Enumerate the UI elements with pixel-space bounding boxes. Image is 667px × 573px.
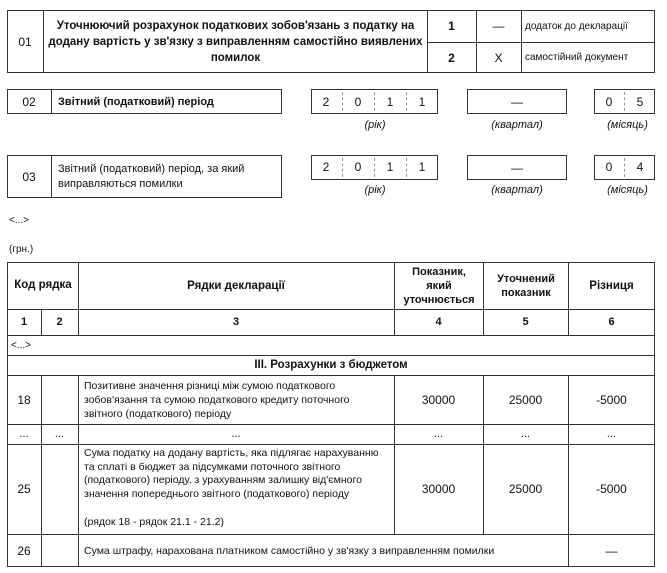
- row-corrected-value: ...: [520, 428, 531, 440]
- row03-year-digit: 1: [418, 160, 426, 174]
- row-original-value: ...: [433, 428, 444, 440]
- option-1-label: додаток до декларації: [525, 20, 628, 32]
- month-caption: (місяць): [607, 119, 648, 131]
- section-title: III. Розрахунки з бюджетом: [254, 359, 408, 371]
- row03-quarter: —: [511, 160, 523, 175]
- quarter-caption: (квартал): [491, 119, 543, 131]
- header-rows: Рядки декларації: [187, 279, 285, 292]
- row03-label: Звітний (податковий) період, за який виправляються помилки: [58, 162, 245, 190]
- row03-year-digit: 1: [386, 160, 394, 174]
- row-difference: —: [605, 543, 618, 558]
- month-caption: (місяць): [607, 184, 648, 196]
- header-difference: Різниця: [589, 279, 634, 292]
- row-difference: -5000: [596, 392, 627, 407]
- row03-quarter-box[interactable]: [467, 155, 567, 180]
- row03-month-digit: 0: [605, 160, 613, 174]
- row02-year-digit: 1: [418, 95, 426, 109]
- row-difference: ...: [606, 428, 617, 440]
- header-corrected: Уточнений показник: [497, 272, 555, 299]
- row-original-value: 30000: [421, 392, 456, 407]
- col-number: 5: [522, 316, 529, 328]
- row02-month-digit: 5: [636, 95, 644, 109]
- row02-year-digit: 0: [354, 95, 362, 109]
- header-code: Код рядка: [14, 279, 72, 291]
- quarter-caption: (квартал): [491, 184, 543, 196]
- row02-month-digit: 0: [605, 95, 613, 109]
- row-corrected-value: 25000: [508, 392, 543, 407]
- row-code: ...: [19, 428, 29, 440]
- row03-code: 03: [22, 169, 36, 184]
- row-subcode: ...: [54, 428, 65, 440]
- row-code: 18: [17, 392, 31, 407]
- col-number: 1: [20, 316, 28, 328]
- row02-year-digit: 1: [386, 95, 394, 109]
- option-1-mark[interactable]: —: [492, 19, 505, 33]
- row02-code: 02: [22, 94, 36, 109]
- option-2-number: 2: [448, 50, 455, 65]
- col-number: 2: [56, 316, 63, 328]
- option-1-number: 1: [448, 19, 455, 33]
- row-original-value: 30000: [421, 482, 456, 496]
- row03-year-digit: 0: [354, 160, 362, 174]
- year-caption: (рік): [364, 184, 386, 196]
- row02-quarter: —: [511, 94, 523, 109]
- row02-year-digit: 2: [322, 95, 330, 109]
- col-number: 4: [435, 316, 442, 328]
- ellipsis-marker: <...>: [9, 215, 30, 226]
- col-number: 6: [608, 316, 615, 328]
- row-text: Сума податку на додану вартість, яка підлягає нарахуванню та сплаті в бюджет за підсумками поточного звітного (податкового) періоду, з урахуванням залишку від'ємного значення попереднього звітного (податкового) періоду: [84, 447, 379, 500]
- row02-quarter-box[interactable]: [467, 89, 567, 114]
- row-code: 26: [17, 543, 31, 558]
- row-corrected-value: 25000: [508, 482, 543, 496]
- col-number: 3: [232, 316, 240, 328]
- row02-label: Звітний (податковий) період: [58, 95, 214, 108]
- year-caption: (рік): [364, 119, 386, 131]
- row-difference: -5000: [596, 482, 627, 496]
- row-formula: (рядок 18 - рядок 21.1 - 21.2): [84, 516, 224, 528]
- row03-month-digit: 4: [636, 160, 644, 174]
- row-text: Позитивне значення різниці між сумою податкового зобов'язання та сумою податкового кредиту поточного звітного (податкового) періоду: [84, 379, 350, 420]
- currency-unit: (грн.): [9, 244, 34, 255]
- option-2-mark[interactable]: X: [494, 50, 503, 65]
- row-text: ...: [231, 428, 241, 440]
- row01-code: 01: [18, 34, 32, 49]
- row-code: 25: [17, 482, 31, 496]
- option-2-label: самостійний документ: [525, 52, 629, 63]
- row03-year-digit: 2: [322, 160, 330, 174]
- table-ellipsis: <...>: [11, 339, 32, 351]
- header-original: Показник, який уточнюється: [403, 265, 475, 306]
- row01-title: Уточнюючий розрахунок податкових зобов'язань з податку на додану вартість у зв'язку з виправленням самостійно виявлених помилок: [48, 19, 423, 64]
- row-text: Сума штрафу, нарахована платником самостійно у зв'язку з виправленням помилки: [84, 544, 495, 557]
